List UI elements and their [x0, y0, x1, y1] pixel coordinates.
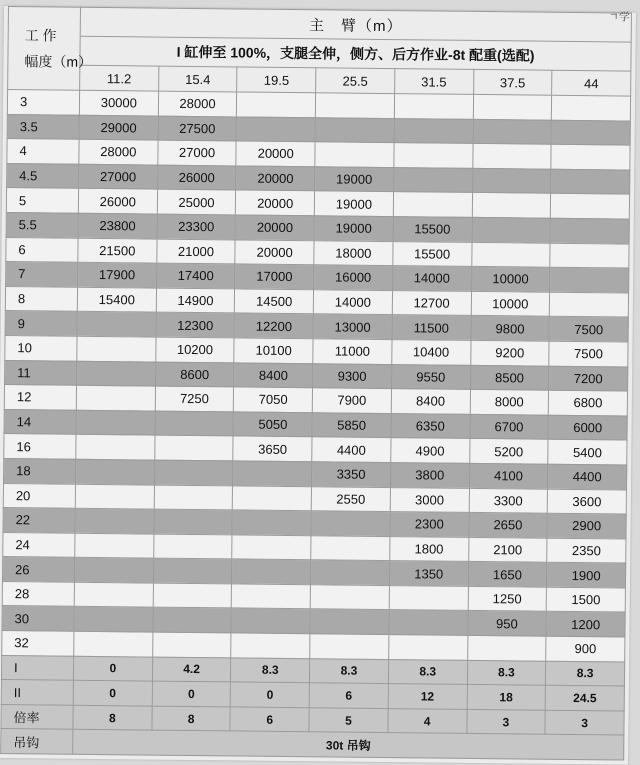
load-value-cell [155, 411, 234, 436]
load-value-cell [473, 94, 552, 119]
row-label-line2: 幅度（m） [24, 53, 93, 70]
load-value-cell [472, 193, 551, 218]
load-value-cell: 7050 [234, 387, 313, 412]
load-value-cell: 8400 [234, 362, 313, 387]
load-value-cell [551, 169, 630, 194]
load-value-cell [550, 218, 629, 243]
load-value-cell: 2350 [547, 538, 626, 563]
load-value-cell: 27500 [158, 116, 237, 141]
load-value-cell: 23800 [78, 213, 157, 238]
load-value-cell [393, 167, 472, 192]
radius-cell: 3 [7, 90, 79, 115]
main-title: 主 臂（m） [80, 7, 631, 42]
load-value-cell: 19000 [314, 216, 393, 241]
load-value-cell: 2650 [468, 512, 547, 537]
load-value-cell: 15500 [393, 241, 472, 266]
load-value-cell [153, 558, 232, 583]
load-value-cell [549, 292, 628, 317]
load-value-cell [551, 144, 630, 169]
load-value-cell [550, 243, 629, 268]
load-value-cell [233, 485, 312, 510]
footer-value-cell: 24.5 [545, 685, 624, 710]
load-value-cell [310, 585, 389, 610]
radius-cell: 14 [4, 409, 76, 434]
condition-title: I 缸伸至 100%，支腿全伸，侧方、后方作业-8t 配重(选配) [80, 36, 631, 71]
boom-length-header: 15.4 [158, 66, 237, 92]
load-value-cell [74, 582, 153, 607]
load-value-cell [233, 461, 312, 486]
load-value-cell [153, 534, 232, 559]
load-value-cell: 14000 [313, 290, 392, 315]
load-value-cell: 27000 [158, 140, 237, 165]
load-value-cell: 1250 [468, 586, 547, 611]
load-value-cell: 950 [467, 611, 546, 636]
radius-cell: 18 [4, 458, 76, 483]
load-value-cell: 27000 [79, 164, 158, 189]
load-value-cell: 14000 [392, 266, 471, 291]
load-value-cell: 2100 [468, 537, 547, 562]
radius-cell: 4.5 [7, 163, 79, 188]
load-value-cell: 30000 [79, 90, 158, 115]
load-value-cell: 7250 [155, 386, 234, 411]
load-value-cell [154, 460, 233, 485]
load-value-cell: 20000 [235, 239, 314, 264]
row-label-header [8, 7, 93, 91]
load-value-cell [315, 117, 394, 142]
load-chart-sheet [0, 6, 636, 765]
boom-length-header: 19.5 [237, 67, 316, 93]
radius-cell: 32 [2, 631, 74, 656]
radius-cell: 6 [6, 237, 78, 262]
load-value-cell: 10200 [155, 337, 234, 362]
load-value-cell: 10000 [471, 291, 550, 316]
load-value-cell: 20000 [236, 190, 315, 215]
radius-cell: 4 [7, 139, 79, 164]
load-value-cell: 3600 [547, 489, 626, 514]
load-value-cell [311, 511, 390, 536]
load-value-cell: 1900 [547, 562, 626, 587]
load-value-cell [154, 509, 233, 534]
load-value-cell: 26000 [78, 189, 157, 214]
load-value-cell: 20000 [236, 141, 315, 166]
load-value-cell [76, 410, 155, 435]
load-value-cell: 6350 [391, 413, 470, 438]
footer-value-cell: 8.3 [467, 660, 546, 685]
load-value-cell [550, 267, 629, 292]
load-value-cell: 6000 [548, 415, 627, 440]
load-value-cell: 2900 [547, 513, 626, 538]
load-value-cell [394, 118, 473, 143]
radius-cell: 26 [2, 557, 74, 582]
radius-cell: 5.5 [6, 213, 78, 238]
load-value-cell: 3300 [469, 488, 548, 513]
footer-label: 吊钩 [1, 729, 73, 754]
footer-value-cell: 4.2 [152, 657, 231, 682]
load-value-cell: 25000 [157, 189, 236, 214]
load-value-cell: 13000 [313, 314, 392, 339]
load-value-cell [153, 608, 232, 633]
load-value-cell [310, 609, 389, 634]
load-value-cell [154, 485, 233, 510]
footer-value-cell: 8.3 [310, 658, 389, 683]
footer-label: II [1, 680, 73, 705]
load-value-cell [74, 631, 153, 656]
load-value-cell: 8000 [470, 390, 549, 415]
footer-value-cell: 0 [152, 681, 231, 706]
load-value-cell: 9550 [391, 364, 470, 389]
load-value-cell: 26000 [157, 165, 236, 190]
footer-value-cell: 8 [152, 706, 231, 731]
load-value-cell [393, 192, 472, 217]
load-value-cell: 7900 [312, 388, 391, 413]
row-label-line1: 工 作 [24, 27, 57, 44]
load-value-cell: 7500 [549, 317, 628, 342]
footer-rows [1, 655, 625, 760]
load-value-cell [315, 93, 394, 118]
load-value-cell: 9800 [471, 316, 550, 341]
footer-value-cell: 6 [309, 683, 388, 708]
footer-value-cell: 5 [309, 708, 388, 733]
radius-cell: 9 [5, 311, 77, 336]
load-chart-table [0, 6, 632, 761]
load-value-cell [388, 635, 467, 660]
footer-value-cell: 8.3 [546, 661, 625, 686]
radius-cell: 8 [5, 286, 77, 311]
boom-length-header: 25.5 [316, 68, 395, 94]
load-value-cell: 5400 [548, 440, 627, 465]
load-value-cell [77, 336, 156, 361]
load-value-cell [231, 608, 310, 633]
footer-value-cell: 4 [388, 708, 467, 733]
load-value-cell [394, 143, 473, 168]
footer-value-cell: 8.3 [388, 659, 467, 684]
load-value-cell: 17900 [78, 262, 157, 287]
load-value-cell: 14900 [156, 288, 235, 313]
load-value-cell [551, 194, 630, 219]
footer-value-cell: 8 [73, 705, 152, 730]
load-value-cell [232, 510, 311, 535]
radius-cell: 3.5 [7, 114, 79, 139]
corner-mark: ㄱ学 [608, 11, 630, 24]
load-value-cell [310, 634, 389, 659]
load-value-cell [552, 95, 631, 120]
load-value-cell: 9200 [470, 340, 549, 365]
load-value-cell [74, 558, 153, 583]
footer-value-cell: 3 [545, 710, 624, 735]
footer-value-cell: 12 [388, 684, 467, 709]
load-value-cell [551, 120, 630, 145]
load-value-cell: 17400 [156, 263, 235, 288]
load-value-cell [389, 585, 468, 610]
load-value-cell: 8500 [470, 365, 549, 390]
boom-length-header: 44 [552, 70, 631, 96]
load-value-cell: 1200 [546, 612, 625, 637]
load-value-cell [394, 94, 473, 119]
load-value-cell: 1800 [390, 536, 469, 561]
load-value-cell: 12700 [392, 290, 471, 315]
load-value-cell: 14500 [235, 289, 314, 314]
load-value-cell: 6700 [470, 414, 549, 439]
load-value-cell [75, 533, 154, 558]
load-value-cell: 12200 [234, 313, 313, 338]
load-value-cell [237, 117, 316, 142]
footer-value-cell: 0 [73, 681, 152, 706]
load-value-cell: 3800 [390, 462, 469, 487]
boom-length-header: 31.5 [394, 69, 473, 95]
footer-label: I [1, 655, 73, 680]
radius-cell: 16 [4, 434, 76, 459]
load-value-cell: 15400 [77, 287, 156, 312]
load-value-cell: 20000 [235, 215, 314, 240]
load-value-cell: 10000 [471, 267, 550, 292]
load-value-cell: 11000 [313, 339, 392, 364]
load-value-cell: 5850 [312, 412, 391, 437]
footer-row-hook [1, 729, 624, 760]
radius-cell: 28 [2, 581, 74, 606]
load-value-cell: 10100 [234, 338, 313, 363]
radius-cell: 24 [3, 532, 75, 557]
radius-cell: 7 [6, 262, 78, 287]
load-value-cell [76, 385, 155, 410]
load-value-cell [152, 632, 231, 657]
load-value-cell: 7500 [549, 341, 628, 366]
footer-value-cell: 18 [467, 685, 546, 710]
load-value-cell: 19000 [315, 167, 394, 192]
load-value-cell: 6800 [548, 390, 627, 415]
footer-value-cell: 3 [466, 709, 545, 734]
load-value-cell: 4400 [548, 464, 627, 489]
load-value-cell: 19000 [314, 191, 393, 216]
load-value-cell: 1500 [546, 587, 625, 612]
load-value-cell: 16000 [314, 265, 393, 290]
boom-length-header: 37.5 [473, 69, 552, 95]
load-value-cell: 23300 [157, 214, 236, 239]
load-value-cell: 4100 [469, 463, 548, 488]
load-value-cell: 3000 [390, 487, 469, 512]
load-value-cell [153, 583, 232, 608]
load-value-cell: 21500 [78, 238, 157, 263]
radius-cell: 11 [5, 360, 77, 385]
load-value-cell [154, 435, 233, 460]
load-value-cell: 10400 [392, 340, 471, 365]
load-value-cell [74, 607, 153, 632]
footer-value-cell: 0 [231, 682, 310, 707]
radius-cell: 20 [3, 483, 75, 508]
load-value-cell: 5200 [469, 439, 548, 464]
load-value-cell: 17000 [235, 264, 314, 289]
load-value-cell [472, 217, 551, 242]
load-value-cell: 29000 [79, 115, 158, 140]
load-value-cell: 3350 [312, 462, 391, 487]
load-value-cell [231, 633, 310, 658]
footer-label: 倍率 [1, 704, 73, 729]
load-value-cell: 12300 [156, 312, 235, 337]
load-value-cell: 18000 [314, 240, 393, 265]
load-value-cell: 5050 [233, 412, 312, 437]
load-value-cell: 9300 [313, 363, 392, 388]
load-value-cell: 900 [546, 636, 625, 661]
load-value-cell: 8600 [155, 362, 234, 387]
load-value-cell: 1350 [389, 561, 468, 586]
footer-value-cell: 8.3 [231, 658, 310, 683]
load-value-cell: 20000 [236, 166, 315, 191]
radius-cell: 10 [5, 335, 77, 360]
load-value-cell: 1650 [468, 562, 547, 587]
footer-value-cell: 6 [230, 707, 309, 732]
load-value-cell [311, 560, 390, 585]
load-value-cell [472, 168, 551, 193]
load-value-cell [232, 584, 311, 609]
boom-length-header: 11.2 [80, 65, 159, 91]
load-value-cell [232, 559, 311, 584]
load-value-cell: 28000 [158, 91, 237, 116]
load-rows [2, 90, 631, 662]
load-value-cell: 15500 [393, 217, 472, 242]
load-value-cell: 4400 [312, 437, 391, 462]
load-value-cell [471, 242, 550, 267]
load-value-cell [467, 635, 546, 660]
load-value-cell [76, 459, 155, 484]
radius-cell: 30 [2, 606, 74, 631]
load-value-cell [472, 144, 551, 169]
load-value-cell [232, 535, 311, 560]
load-value-cell [473, 119, 552, 144]
load-value-cell: 28000 [79, 139, 158, 164]
load-value-cell [237, 92, 316, 117]
load-value-cell [76, 435, 155, 460]
load-value-cell: 2550 [311, 486, 390, 511]
radius-cell: 12 [4, 385, 76, 410]
hook-value-cell: 30t 吊钩 [73, 730, 624, 760]
load-value-cell [77, 361, 156, 386]
load-value-cell: 11500 [392, 315, 471, 340]
load-value-cell: 7200 [549, 366, 628, 391]
radius-cell: 5 [6, 188, 78, 213]
load-value-cell [77, 312, 156, 337]
load-value-cell: 4900 [391, 438, 470, 463]
footer-value-cell: 0 [73, 656, 152, 681]
load-value-cell [315, 142, 394, 167]
radius-cell: 22 [3, 508, 75, 533]
load-value-cell: 21000 [157, 239, 236, 264]
load-value-cell [75, 508, 154, 533]
load-value-cell [311, 535, 390, 560]
load-value-cell [389, 610, 468, 635]
load-value-cell: 2300 [390, 512, 469, 537]
load-value-cell: 8400 [391, 389, 470, 414]
load-value-cell: 3650 [233, 436, 312, 461]
load-value-cell [75, 484, 154, 509]
